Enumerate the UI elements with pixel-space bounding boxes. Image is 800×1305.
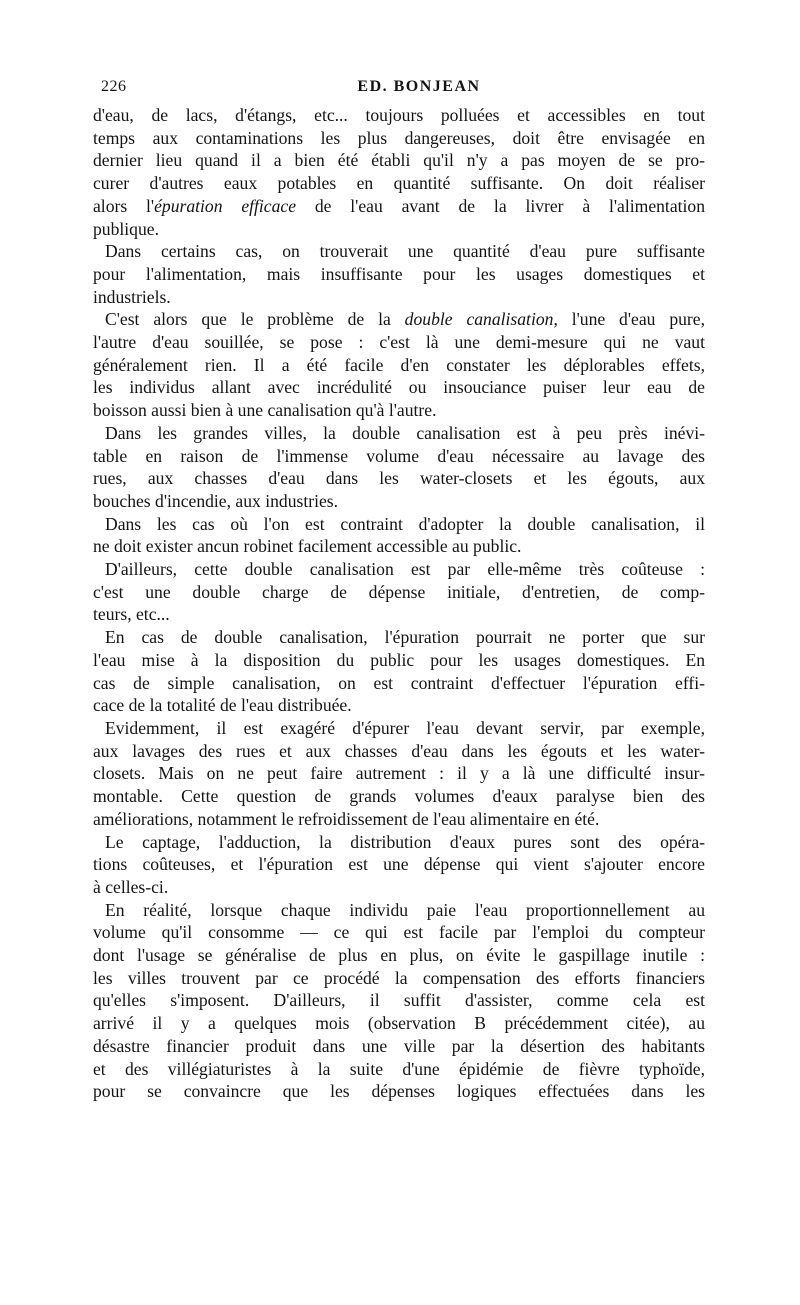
text-line xyxy=(93,149,705,172)
text-run: pour se convaincre que les dépenses logiques effectuées dans les xyxy=(93,1081,705,1102)
page-number: 226 xyxy=(101,78,127,95)
text-run: En cas de double canalisation, l'épuration pourrait ne porter que sur xyxy=(105,627,705,648)
text-line xyxy=(93,263,705,286)
text-run: pour l'alimentation, mais insuffisante pour les usages domestiques et xyxy=(93,263,705,284)
text-line xyxy=(93,831,705,854)
text-line xyxy=(93,286,705,309)
text-line xyxy=(93,513,705,536)
text-line xyxy=(93,172,705,195)
text-run: En réalité, lorsque chaque individu paie l'eau proportionnellement au xyxy=(105,899,705,920)
text-run: et des villégiaturistes à la suite d'une épidémie de fièvre typhoïde, xyxy=(93,1058,705,1079)
text-line xyxy=(93,808,705,831)
text-run: Dans les cas où l'on est contraint d'adopter la double canalisation, il xyxy=(105,513,705,534)
text-line xyxy=(93,762,705,785)
text-run: de l'eau avant de la livrer à l'alimentation xyxy=(296,195,705,216)
text-line xyxy=(93,218,705,241)
text-line xyxy=(93,490,705,513)
text-line xyxy=(93,308,705,331)
text-line xyxy=(93,1012,705,1035)
text-line xyxy=(93,672,705,695)
text-run: c'est une double charge de dépense initiale, d'entretien, de comp- xyxy=(93,581,705,602)
text-line xyxy=(93,967,705,990)
text-run: industriels. xyxy=(93,286,171,307)
text-line xyxy=(93,853,705,876)
text-line xyxy=(93,354,705,377)
text-line xyxy=(93,740,705,763)
book-page xyxy=(93,78,705,1103)
text-run: à celles-ci. xyxy=(93,876,169,897)
text-run: désastre financier produit dans une ville par la désertion des habitants xyxy=(93,1035,705,1056)
text-run: les villes trouvent par ce procédé la compensation des efforts financiers xyxy=(93,967,705,988)
paragraph xyxy=(93,422,705,513)
text-run: alors l' xyxy=(93,195,155,216)
running-title: ED. BONJEAN xyxy=(357,78,481,95)
paragraph xyxy=(93,240,705,308)
text-run: dont l'usage se généralise de plus en plus, on évite le gaspillage inutile : xyxy=(93,945,705,966)
text-run: volume qu'il consomme — ce qui est facile par l'emploi du compteur xyxy=(93,922,705,943)
body-text xyxy=(93,104,705,1103)
text-run: tions coûteuses, et l'épuration est une dépense qui vient s'ajouter encore xyxy=(93,854,705,875)
text-line xyxy=(93,899,705,922)
text-run: Le captage, l'adduction, la distribution d'eaux pures sont des opéra- xyxy=(105,831,705,852)
text-run: C'est alors que le problème de la xyxy=(105,309,405,330)
text-line xyxy=(93,127,705,150)
text-line xyxy=(93,944,705,967)
text-run: , l'une d'eau pure, xyxy=(553,309,705,330)
text-line xyxy=(93,422,705,445)
text-line xyxy=(93,104,705,127)
text-run: D'ailleurs, cette double canalisation est par elle-même très coûteuse : xyxy=(105,559,705,580)
text-run: dernier lieu quand il a bien été établi qu'il n'y a pas moyen de se pro- xyxy=(93,150,705,171)
text-line xyxy=(93,195,705,218)
text-line xyxy=(93,581,705,604)
paragraph xyxy=(93,626,705,717)
text-run: les individus allant avec incrédulité ou insouciance puiser leur eau de xyxy=(93,377,705,398)
text-run: aux lavages des rues et aux chasses d'eau dans les égouts et les water- xyxy=(93,740,705,761)
text-run: Dans certains cas, on trouverait une quantité d'eau pure suffisante xyxy=(105,241,705,262)
text-run: curer d'autres eaux potables en quantité suffisante. On doit réaliser xyxy=(93,173,705,194)
text-line xyxy=(93,535,705,558)
text-run: l'eau mise à la disposition du public pour les usages domestiques. En xyxy=(93,649,705,670)
text-line xyxy=(93,694,705,717)
paragraph xyxy=(93,831,705,899)
text-run: teurs, etc... xyxy=(93,604,170,625)
text-line xyxy=(93,785,705,808)
text-line xyxy=(93,921,705,944)
text-line xyxy=(93,558,705,581)
text-run: rues, aux chasses d'eau dans les water-closets et les égouts, aux xyxy=(93,468,705,489)
running-head xyxy=(93,78,705,104)
text-line xyxy=(93,1058,705,1081)
text-line xyxy=(93,445,705,468)
text-run: boisson aussi bien à une canalisation qu'à l'autre. xyxy=(93,400,437,421)
text-run: montable. Cette question de grands volumes d'eaux paralyse bien des xyxy=(93,786,705,807)
text-run: Evidemment, il est exagéré d'épurer l'eau devant servir, par exemple, xyxy=(105,717,705,738)
text-run: Dans les grandes villes, la double canalisation est à peu près inévi- xyxy=(105,422,705,443)
text-run: cace de la totalité de l'eau distribuée. xyxy=(93,695,352,716)
text-line xyxy=(93,376,705,399)
text-run: closets. Mais on ne peut faire autrement : il y a là une difficulté insur- xyxy=(93,763,705,784)
text-run: table en raison de l'immense volume d'eau nécessaire au lavage des xyxy=(93,445,705,466)
paragraph xyxy=(93,558,705,626)
text-run: qu'elles s'imposent. D'ailleurs, il suffit d'assister, comme cela est xyxy=(93,990,705,1011)
text-line xyxy=(93,331,705,354)
italic-phrase: épuration efficace xyxy=(154,195,297,216)
text-run: arrivé il y a quelques mois (observation B précédemment citée), au xyxy=(93,1013,705,1034)
text-line xyxy=(93,603,705,626)
text-line xyxy=(93,626,705,649)
text-line xyxy=(93,876,705,899)
text-run: bouches d'incendie, aux industries. xyxy=(93,490,339,511)
text-line xyxy=(93,717,705,740)
text-run: généralement rien. Il a été facile d'en constater les déplorables effets, xyxy=(93,354,705,375)
text-line xyxy=(93,1035,705,1058)
text-line xyxy=(93,240,705,263)
italic-phrase: double canalisation xyxy=(404,309,554,330)
text-line xyxy=(93,399,705,422)
paragraph xyxy=(93,899,705,1103)
paragraph xyxy=(93,717,705,831)
text-run: améliorations, notamment le refroidissement de l'eau alimentaire en été. xyxy=(93,808,600,829)
text-run: ne doit exister ancun robinet facilement accessible au public. xyxy=(93,536,522,557)
text-run: temps aux contaminations les plus dangereuses, doit être envisagée en xyxy=(93,127,705,148)
text-line xyxy=(93,467,705,490)
text-run: l'autre d'eau souillée, se pose : c'est là une demi-mesure qui ne vaut xyxy=(93,332,705,353)
paragraph xyxy=(93,104,705,240)
text-line xyxy=(93,989,705,1012)
text-run: cas de simple canalisation, on est contraint d'effectuer l'épuration effi- xyxy=(93,672,705,693)
text-line xyxy=(93,649,705,672)
text-run: publique. xyxy=(93,218,159,239)
paragraph xyxy=(93,308,705,422)
text-line xyxy=(93,1080,705,1103)
text-run: d'eau, de lacs, d'étangs, etc... toujours polluées et accessibles en tout xyxy=(93,105,705,125)
paragraph xyxy=(93,513,705,558)
